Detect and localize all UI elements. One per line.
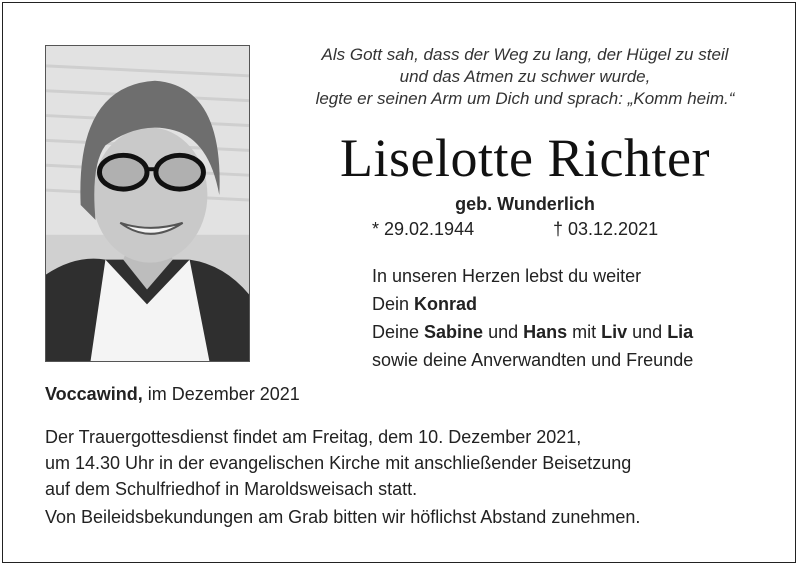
poem xyxy=(285,44,765,110)
death-date: † 03.12.2021 xyxy=(553,219,659,239)
deceased-name: Liselotte Richter xyxy=(340,128,710,188)
poem-line-3: legte er seinen Arm um Dich und sprach: „Komm heim.“ xyxy=(315,89,735,108)
mourners-prefix: Deine xyxy=(372,322,425,342)
service-line-2: um 14.30 Uhr in der evangelischen Kirche mit anschließender Beisetzung xyxy=(45,453,632,473)
mourners-line-3 xyxy=(372,318,693,346)
mourners-line-4: sowie deine Anverwandten und Freunde xyxy=(372,350,694,370)
place-town: Voccawind, xyxy=(45,384,143,404)
condolence-note: Von Beileidsbekundungen am Grab bitten wir höflichst Abstand zunehmen. xyxy=(45,507,641,527)
mourners-block xyxy=(372,262,693,374)
mourners-conjunction: und xyxy=(627,322,668,342)
mourner-name: Lia xyxy=(667,322,694,342)
portrait-photo xyxy=(45,45,250,362)
mourners-conjunction: und xyxy=(483,322,524,342)
poem-line-1: Als Gott sah, dass der Weg zu lang, der Hügel zu steil xyxy=(321,45,729,64)
mourners-line-1: In unseren Herzen lebst du weiter xyxy=(372,266,642,286)
maiden-name: geb. Wunderlich xyxy=(455,194,595,214)
mourners-line-2 xyxy=(372,290,693,318)
poem-line-2: und das Atmen zu schwer wurde, xyxy=(399,67,651,86)
mourner-name: Liv xyxy=(601,322,628,342)
mourner-name: Hans xyxy=(523,322,568,342)
service-line-1: Der Trauergottesdienst findet am Freitag, dem 10. Dezember 2021, xyxy=(45,427,582,447)
mourner-name: Sabine xyxy=(424,322,484,342)
service-info xyxy=(45,424,765,502)
place-date xyxy=(45,384,300,405)
mourners-conjunction: mit xyxy=(567,322,602,342)
mourner-name: Konrad xyxy=(414,294,478,314)
place-month: im Dezember 2021 xyxy=(142,384,300,404)
mourners-prefix: Dein xyxy=(372,294,415,314)
birth-date: * 29.02.1944 xyxy=(372,219,475,239)
service-line-3: auf dem Schulfriedhof in Maroldsweisach statt. xyxy=(45,479,418,499)
